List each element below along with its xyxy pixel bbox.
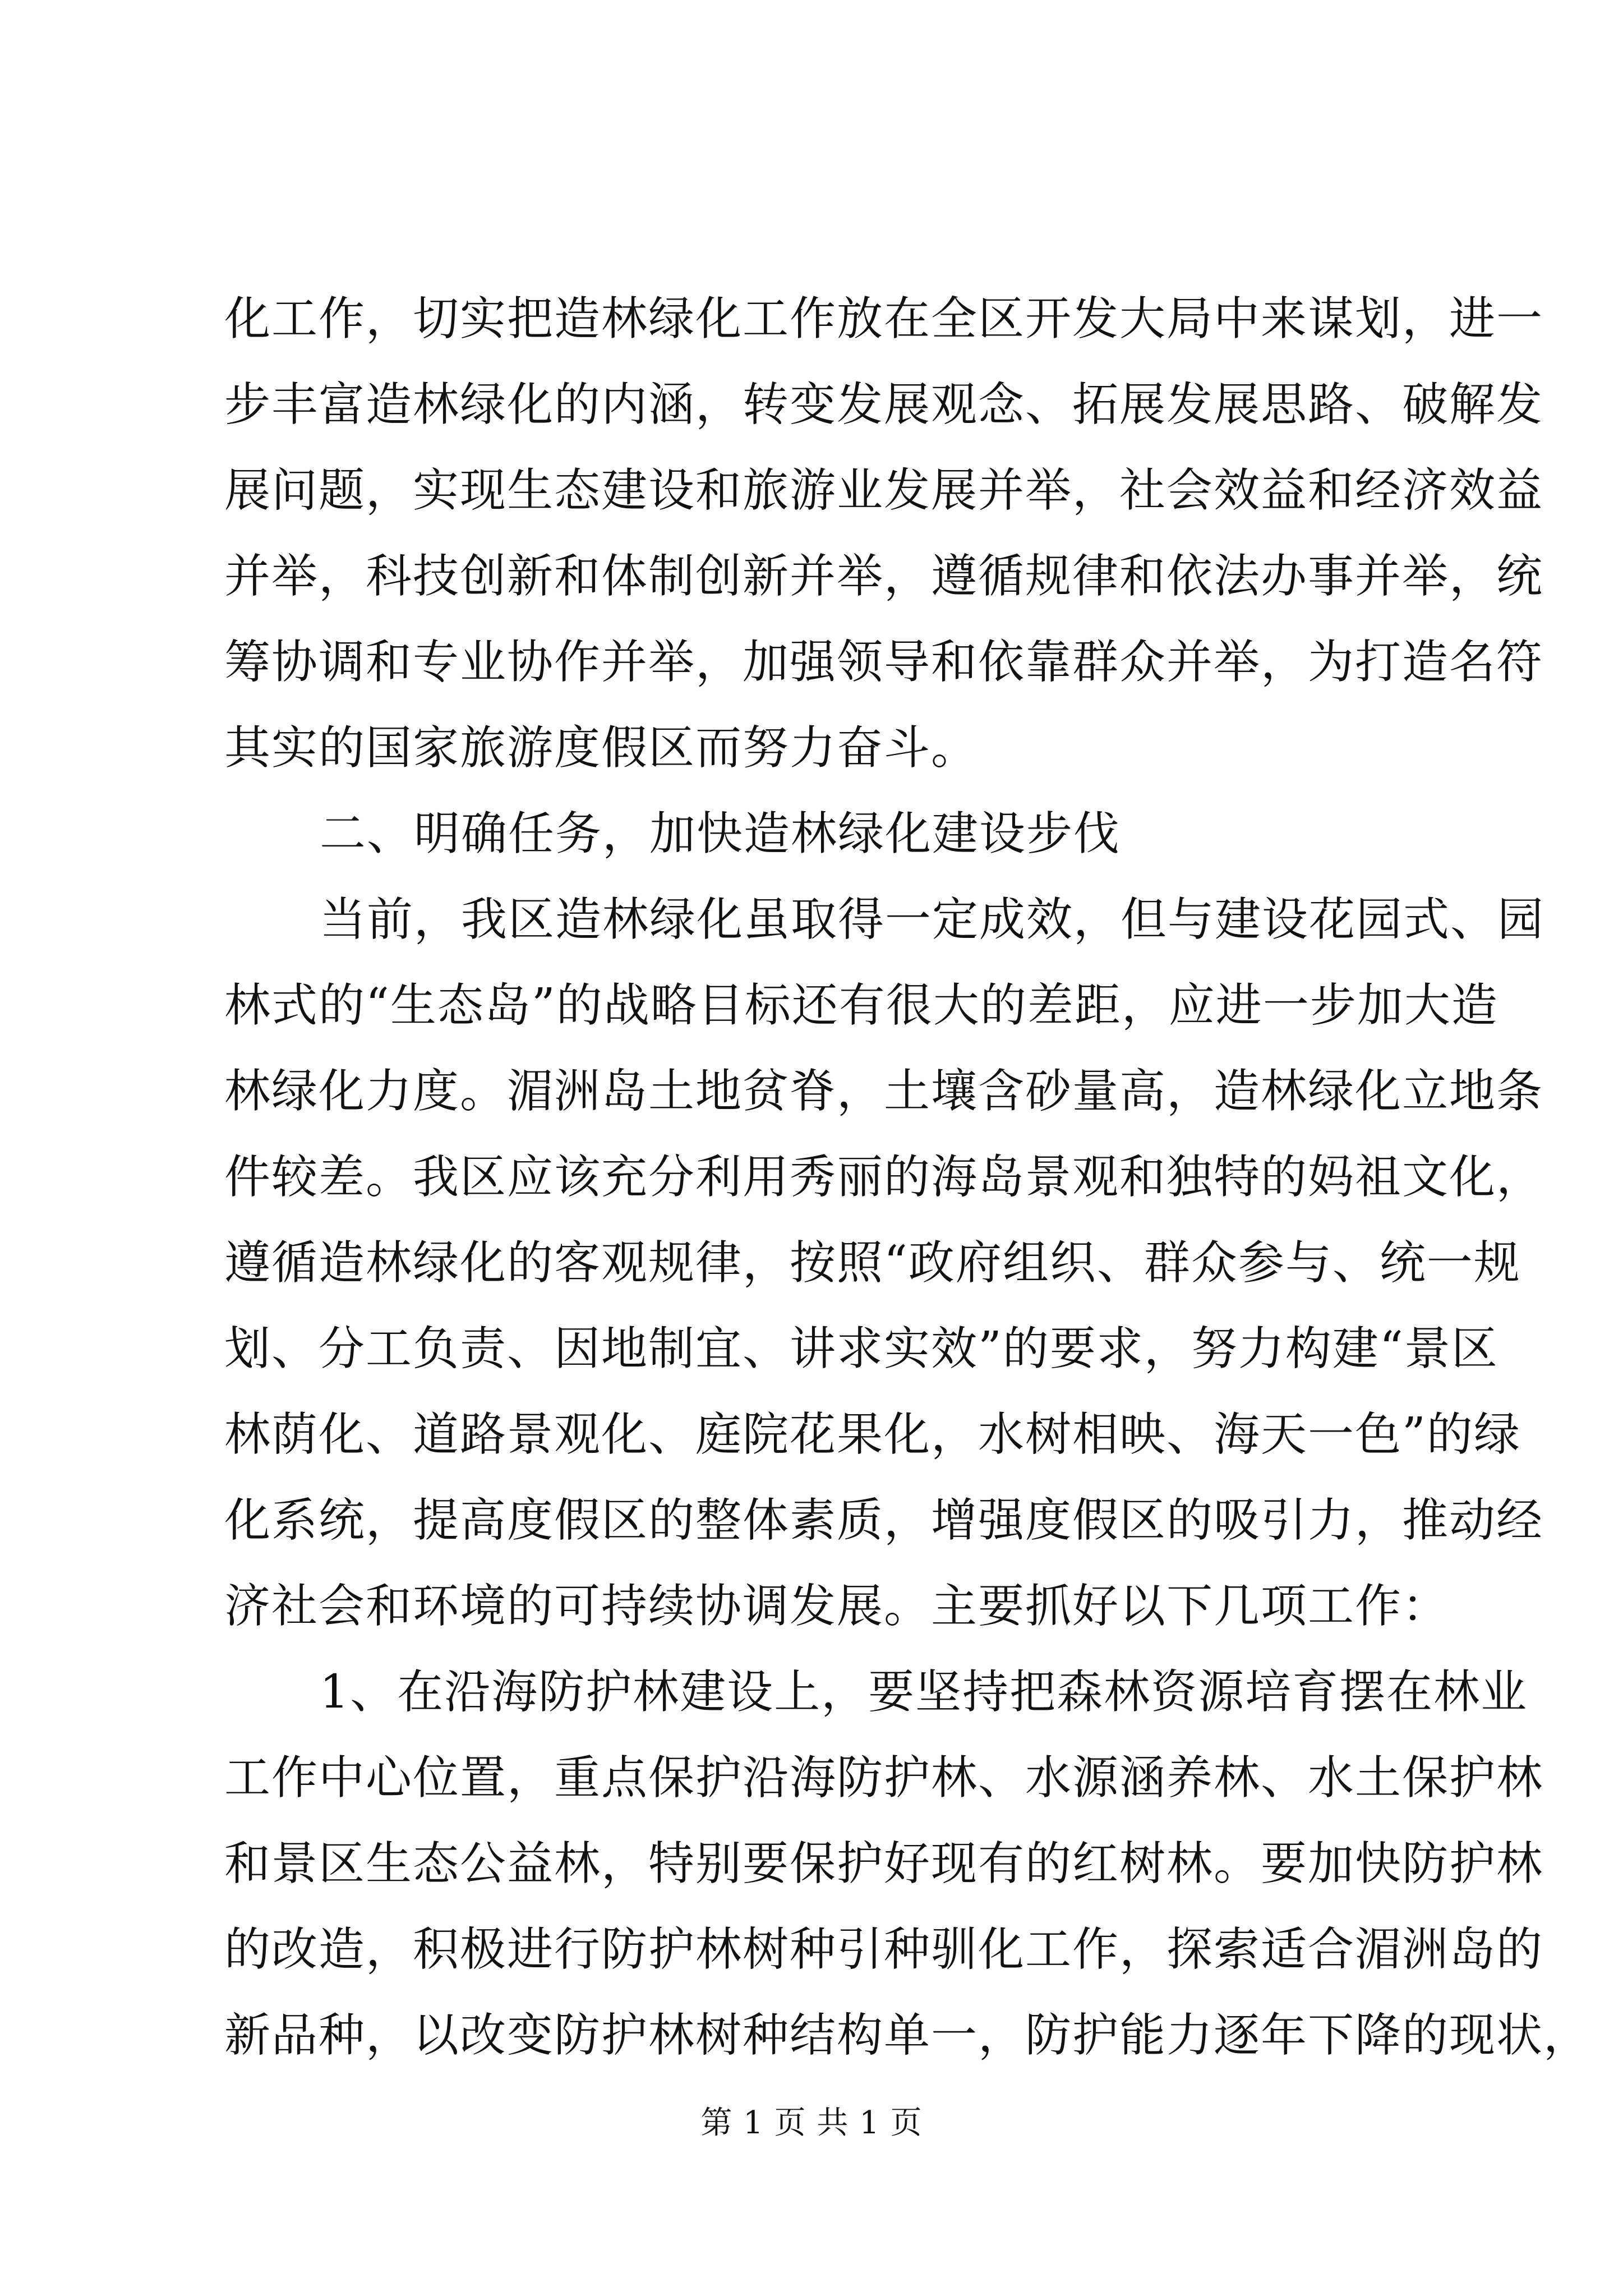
- text-line: 林式的“生态岛”的战略目标还有很大的差距，应进一步加大造: [224, 979, 1498, 1032]
- text-line: 遵循造林绿化的客观规律，按照“政府组织、群众参与、统一规: [224, 1236, 1521, 1290]
- text-line: 划、分工负责、因地制宜、讲求实效”的要求，努力构建“景区: [224, 1322, 1498, 1375]
- text-line: 并举，科技创新和体制创新并举，遵循规律和依法办事并举，统: [224, 550, 1544, 603]
- text-line: 济社会和环境的可持续协调发展。主要抓好以下几项工作：: [224, 1580, 1450, 1633]
- text-line: 件较差。我区应该充分利用秀丽的海岛景观和独特的妈祖文化，: [224, 1151, 1544, 1204]
- text-line: 工作中心位置，重点保护沿海防护林、水源涵养林、水土保护林: [224, 1751, 1544, 1805]
- text-line: 化系统，提高度假区的整体素质，增强度假区的吸引力，推动经: [224, 1494, 1544, 1547]
- section-heading: 二、明确任务，加快造林绿化建设步伐: [320, 807, 1121, 861]
- text-line: 林荫化、道路景观化、庭院花果化，水树相映、海天一色”的绿: [224, 1408, 1521, 1461]
- page-footer: [0, 2098, 1623, 2143]
- text-line: 展问题，实现生态建设和旅游业发展并举，社会效益和经济效益: [224, 464, 1544, 517]
- text-line: 化工作，切实把造林绿化工作放在全区开发大局中来谋划，进一: [224, 292, 1544, 346]
- text-line: 林绿化力度。湄洲岛土地贫脊，土壤含砂量高，造林绿化立地条: [224, 1065, 1544, 1118]
- page-number: 第 1 页 共 1 页: [700, 2105, 923, 2141]
- text-line: 步丰富造林绿化的内涵，转变发展观念、拓展发展思路、破解发: [224, 378, 1544, 431]
- text-line: 和景区生态公益林，特别要保护好现有的红树林。要加快防护林: [224, 1837, 1544, 1890]
- text-line: 当前，我区造林绿化虽取得一定成效，但与建设花园式、园: [320, 893, 1545, 946]
- text-line: 筹协调和专业协作并举，加强领导和依靠群众并举，为打造名符: [224, 636, 1544, 689]
- document-body: [224, 276, 1591, 2078]
- text-line: 新品种，以改变防护林树种结构单一，防护能力逐年下降的现状，: [224, 2009, 1591, 2062]
- text-line: 的改造，积极进行防护林树种引种驯化工作，探索适合湄洲岛的: [224, 1923, 1544, 1976]
- text-line: 1、在沿海防护林建设上，要坚持把森林资源培育摆在林业: [320, 1665, 1528, 1719]
- text-line: 其实的国家旅游度假区而努力奋斗。: [224, 721, 979, 775]
